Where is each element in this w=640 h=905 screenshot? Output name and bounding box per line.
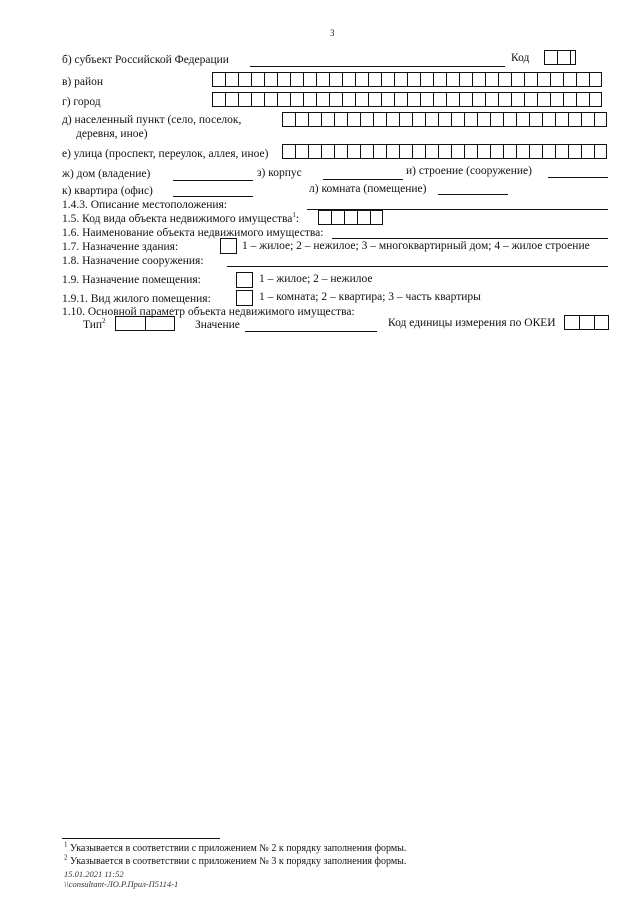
char-cell[interactable] bbox=[308, 112, 321, 127]
main-parameter-label: 1.10. Основной параметр объекта недвижимого имущества: bbox=[62, 306, 355, 318]
char-cell[interactable] bbox=[386, 112, 399, 127]
char-cell[interactable] bbox=[446, 92, 459, 107]
char-cell[interactable] bbox=[334, 112, 347, 127]
char-cell[interactable] bbox=[516, 144, 529, 159]
char-cell[interactable] bbox=[524, 72, 537, 87]
char-cell[interactable] bbox=[477, 112, 490, 127]
char-cell[interactable] bbox=[581, 112, 594, 127]
building-field[interactable] bbox=[323, 179, 403, 180]
object-type-code-label: 1.5. Код вида объекта недвижимого имущества$^1$: bbox=[62, 211, 300, 225]
building-purpose-options: 1 – жилое; 2 – нежилое; 3 – многоквартирный дом; 4 – жилое строение bbox=[242, 240, 590, 252]
footnote-1: $^1$ Указывается в соответствии с приложением № 2 к порядку заполнения формы. bbox=[64, 840, 407, 854]
char-cell[interactable] bbox=[524, 92, 537, 107]
char-cell[interactable] bbox=[516, 112, 529, 127]
char-cell[interactable] bbox=[407, 72, 420, 87]
footnote-2: $^2$ Указывается в соответствии с приложением № 3 к порядку заполнения формы. bbox=[64, 853, 407, 867]
char-cell[interactable] bbox=[555, 144, 568, 159]
subject-code-cells[interactable] bbox=[544, 50, 576, 65]
char-cell[interactable] bbox=[308, 144, 321, 159]
char-cell[interactable] bbox=[438, 144, 451, 159]
stamp-path: \\consultant-ЛО.Р.Прил-П5114-1 bbox=[64, 879, 179, 889]
char-cell[interactable] bbox=[568, 112, 581, 127]
char-cell[interactable] bbox=[498, 72, 511, 87]
char-cell[interactable] bbox=[472, 72, 485, 87]
apartment-label: к) квартира (офис) bbox=[62, 185, 153, 197]
char-cell[interactable] bbox=[555, 112, 568, 127]
settlement-label-2: деревня, иное) bbox=[76, 128, 148, 140]
char-cell[interactable] bbox=[316, 72, 329, 87]
premises-purpose-label: 1.9. Назначение помещения: bbox=[62, 274, 201, 286]
char-cell[interactable] bbox=[368, 72, 381, 87]
char-cell[interactable] bbox=[399, 144, 412, 159]
char-cell[interactable] bbox=[511, 92, 524, 107]
structure-purpose-label: 1.8. Назначение сооружения: bbox=[62, 255, 204, 267]
char-cell[interactable] bbox=[360, 144, 373, 159]
char-cell[interactable] bbox=[511, 72, 524, 87]
room-field[interactable] bbox=[438, 194, 508, 195]
char-cell[interactable] bbox=[576, 92, 589, 107]
building-label: з) корпус bbox=[257, 167, 302, 179]
char-cell[interactable] bbox=[433, 92, 446, 107]
district-label: в) район bbox=[62, 76, 104, 88]
char-cell[interactable] bbox=[321, 112, 334, 127]
structure-field[interactable] bbox=[548, 177, 608, 178]
house-label: ж) дом (владение) bbox=[62, 168, 151, 180]
building-purpose-box[interactable] bbox=[220, 238, 237, 254]
premises-purpose-box[interactable] bbox=[236, 272, 253, 288]
char-cell[interactable] bbox=[412, 144, 425, 159]
char-cell[interactable] bbox=[329, 72, 342, 87]
char-cell[interactable] bbox=[589, 72, 602, 87]
value-field[interactable] bbox=[245, 331, 377, 332]
char-cell[interactable] bbox=[425, 112, 438, 127]
char-cell[interactable] bbox=[503, 112, 516, 127]
char-cell[interactable] bbox=[386, 144, 399, 159]
char-cell[interactable] bbox=[316, 92, 329, 107]
char-cell[interactable] bbox=[290, 72, 303, 87]
value-label: Значение bbox=[195, 319, 240, 331]
room-label: л) комната (помещение) bbox=[309, 183, 427, 195]
residential-type-label: 1.9.1. Вид жилого помещения: bbox=[62, 293, 211, 305]
char-cell[interactable] bbox=[360, 112, 373, 127]
char-cell[interactable] bbox=[581, 144, 594, 159]
char-cell[interactable] bbox=[282, 112, 295, 127]
stamp-date: 15.01.2021 11:52 bbox=[64, 869, 124, 879]
char-cell[interactable] bbox=[477, 144, 490, 159]
char-cell[interactable] bbox=[295, 112, 308, 127]
footnote-divider bbox=[62, 838, 220, 839]
char-cell[interactable] bbox=[563, 72, 576, 87]
char-cell[interactable] bbox=[303, 72, 316, 87]
char-cell[interactable] bbox=[347, 144, 360, 159]
page-number: 3 bbox=[330, 28, 335, 38]
char-cell[interactable] bbox=[355, 72, 368, 87]
char-cell[interactable] bbox=[550, 92, 563, 107]
type-cells[interactable] bbox=[115, 316, 175, 331]
code-cell[interactable] bbox=[557, 50, 570, 65]
subject-field[interactable] bbox=[250, 66, 505, 67]
char-cell[interactable] bbox=[459, 72, 472, 87]
char-cell[interactable] bbox=[433, 72, 446, 87]
char-cell[interactable] bbox=[451, 112, 464, 127]
char-cell[interactable] bbox=[550, 72, 563, 87]
char-cell[interactable] bbox=[542, 144, 555, 159]
char-cell[interactable] bbox=[394, 72, 407, 87]
char-cell[interactable] bbox=[420, 72, 433, 87]
street-cells[interactable] bbox=[282, 144, 607, 159]
premises-purpose-options: 1 – жилое; 2 – нежилое bbox=[259, 273, 373, 285]
char-cell[interactable] bbox=[212, 72, 225, 87]
street-label: е) улица (проспект, переулок, аллея, иное) bbox=[62, 148, 269, 160]
char-cell[interactable] bbox=[412, 112, 425, 127]
char-cell[interactable] bbox=[472, 92, 485, 107]
char-cell[interactable] bbox=[529, 144, 542, 159]
char-cell[interactable] bbox=[537, 72, 550, 87]
char-cell[interactable] bbox=[485, 72, 498, 87]
char-cell[interactable] bbox=[373, 112, 386, 127]
char-cell[interactable] bbox=[451, 144, 464, 159]
char-cell[interactable] bbox=[594, 144, 607, 159]
okei-cells[interactable] bbox=[564, 315, 609, 330]
char-cell[interactable] bbox=[542, 112, 555, 127]
code-label: Код bbox=[511, 52, 530, 64]
char-cell[interactable] bbox=[251, 72, 264, 87]
char-cell[interactable] bbox=[321, 144, 334, 159]
settlement-cells[interactable] bbox=[282, 112, 607, 127]
okei-label: Код единицы измерения по ОКЕИ bbox=[388, 317, 556, 329]
char-cell[interactable] bbox=[485, 92, 498, 107]
char-cell[interactable] bbox=[399, 112, 412, 127]
object-name-field[interactable] bbox=[332, 238, 608, 239]
char-cell[interactable] bbox=[568, 144, 581, 159]
house-field[interactable] bbox=[173, 180, 253, 181]
structure-purpose-field[interactable] bbox=[227, 266, 608, 267]
char-cell[interactable] bbox=[438, 112, 451, 127]
char-cell[interactable] bbox=[529, 112, 542, 127]
char-cell[interactable] bbox=[503, 144, 516, 159]
residential-type-box[interactable] bbox=[236, 290, 253, 306]
char-cell[interactable] bbox=[490, 112, 503, 127]
char-cell[interactable] bbox=[498, 92, 511, 107]
char-cell[interactable] bbox=[425, 144, 438, 159]
char-cell[interactable] bbox=[464, 144, 477, 159]
char-cell[interactable] bbox=[329, 92, 342, 107]
apartment-field[interactable] bbox=[173, 196, 253, 197]
char-cell[interactable] bbox=[295, 144, 308, 159]
char-cell[interactable] bbox=[446, 72, 459, 87]
char-cell[interactable] bbox=[251, 92, 264, 107]
type-label: Тип$^2$ bbox=[83, 317, 106, 331]
code-cell[interactable] bbox=[544, 50, 557, 65]
char-cell[interactable] bbox=[576, 72, 589, 87]
char-cell[interactable] bbox=[381, 72, 394, 87]
char-cell[interactable] bbox=[407, 92, 420, 107]
object-name-label: 1.6. Наименование объекта недвижимого имущества: bbox=[62, 227, 324, 239]
char-cell[interactable] bbox=[563, 92, 576, 107]
char-cell[interactable] bbox=[264, 72, 277, 87]
char-cell[interactable] bbox=[373, 144, 386, 159]
city-cells[interactable] bbox=[212, 92, 602, 107]
char-cell[interactable] bbox=[334, 144, 347, 159]
structure-label: и) строение (сооружение) bbox=[406, 165, 532, 177]
district-cells[interactable] bbox=[212, 72, 602, 87]
char-cell[interactable] bbox=[238, 92, 251, 107]
char-cell[interactable] bbox=[342, 72, 355, 87]
object-type-code-cells[interactable] bbox=[318, 210, 383, 225]
char-cell[interactable] bbox=[212, 92, 225, 107]
char-cell[interactable] bbox=[238, 72, 251, 87]
char-cell[interactable] bbox=[290, 92, 303, 107]
char-cell[interactable] bbox=[342, 92, 355, 107]
char-cell[interactable] bbox=[464, 112, 477, 127]
char-cell[interactable] bbox=[368, 92, 381, 107]
char-cell[interactable] bbox=[594, 112, 607, 127]
char-cell[interactable] bbox=[225, 72, 238, 87]
settlement-label: д) населенный пункт (село, поселок, bbox=[62, 114, 242, 126]
char-cell[interactable] bbox=[355, 92, 368, 107]
char-cell[interactable] bbox=[303, 92, 316, 107]
city-label: г) город bbox=[62, 96, 101, 108]
char-cell[interactable] bbox=[537, 92, 550, 107]
char-cell[interactable] bbox=[394, 92, 407, 107]
subject-label: б) субъект Российской Федерации bbox=[62, 54, 229, 66]
building-purpose-label: 1.7. Назначение здания: bbox=[62, 241, 179, 253]
char-cell[interactable] bbox=[490, 144, 503, 159]
code-cell[interactable] bbox=[570, 50, 576, 65]
location-description-label: 1.4.3. Описание местоположения: bbox=[62, 199, 228, 211]
char-cell[interactable] bbox=[459, 92, 472, 107]
char-cell[interactable] bbox=[264, 92, 277, 107]
char-cell[interactable] bbox=[381, 92, 394, 107]
char-cell[interactable] bbox=[282, 144, 295, 159]
char-cell[interactable] bbox=[420, 92, 433, 107]
char-cell[interactable] bbox=[277, 72, 290, 87]
char-cell[interactable] bbox=[277, 92, 290, 107]
char-cell[interactable] bbox=[347, 112, 360, 127]
char-cell[interactable] bbox=[225, 92, 238, 107]
residential-type-options: 1 – комната; 2 – квартира; 3 – часть квартиры bbox=[259, 291, 481, 303]
char-cell[interactable] bbox=[589, 92, 602, 107]
